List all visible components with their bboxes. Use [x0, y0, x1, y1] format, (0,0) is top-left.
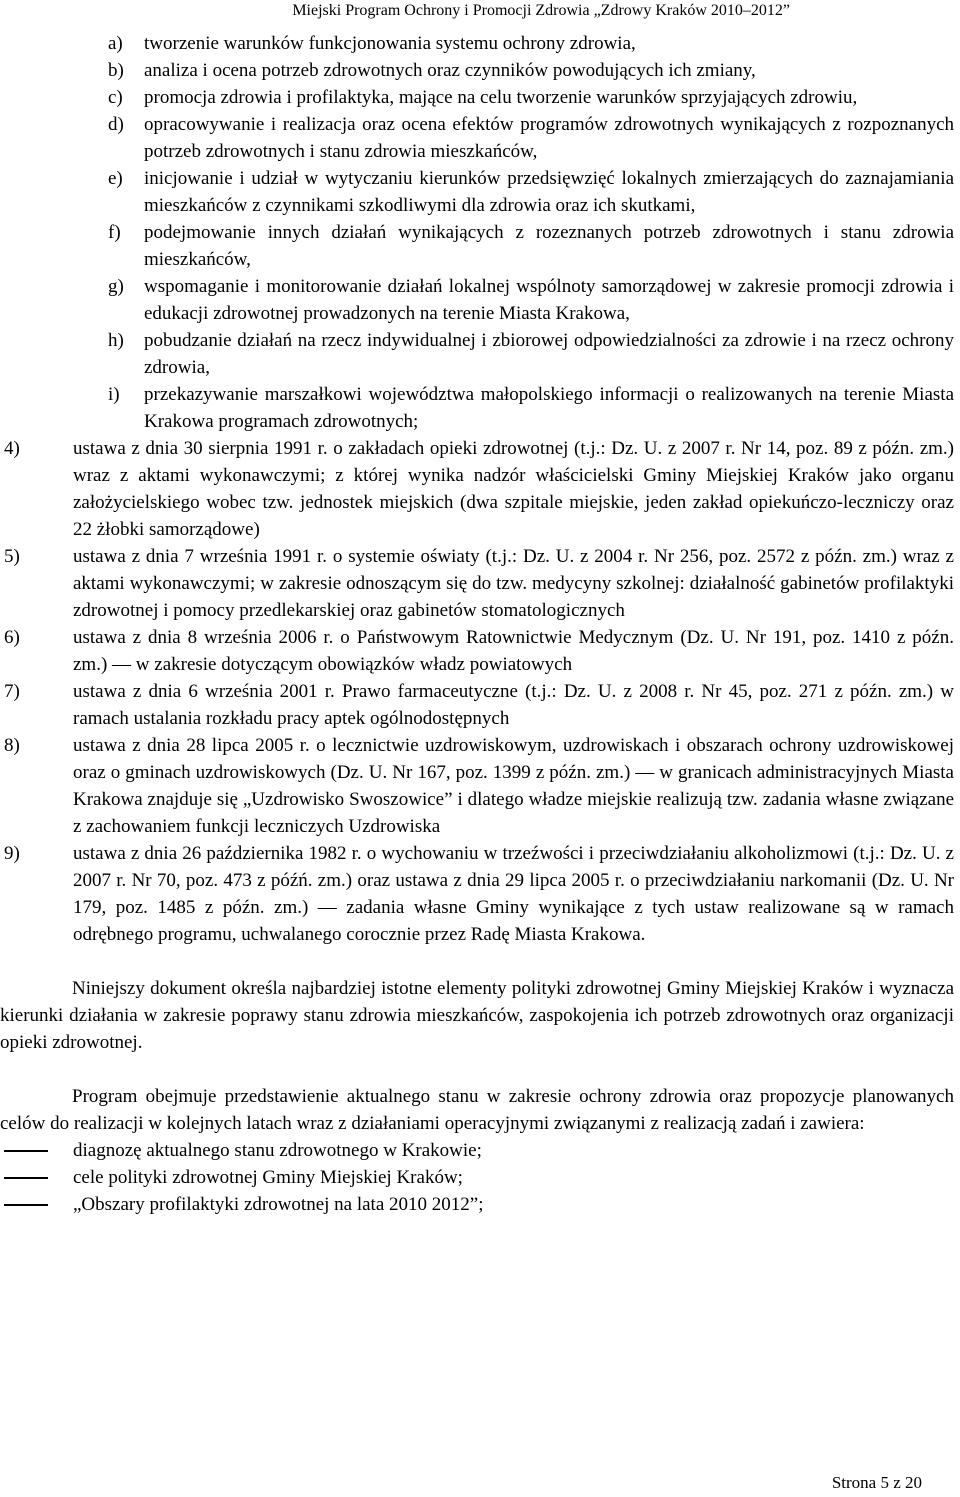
list-item	[0, 381, 960, 435]
document-body	[0, 30, 960, 1218]
list-item-text: przekazywanie marszałkowi województwa małopolskiego informacji o realizowanych na terenie Miasta Krakowa programach zdrowotnych;	[144, 384, 954, 432]
list-item-text: ustawa z dnia 26 października 1982 r. o wychowaniu w trzeźwości i przeciwdziałaniu alkoholizmowi (t.j.: Dz. U. z 2007 r. Nr 70, poz. 473 z późń. zm.) oraz ustawa z dnia 29 lipca 2005 r. o przeciwdziałaniu narkomanii (Dz. U. Nr 179, poz. 1485 z późn. zm.) — zadania własne Gminy wynikające z tych ustaw realizowane są w ramach odrębnego programu, uchwalanego corocznie przez Radę Miasta Krakowa.	[73, 843, 954, 945]
list-item-text: diagnozę aktualnego stanu zdrowotnego w Krakowie;	[73, 1140, 482, 1161]
list-item-text: pobudzanie działań na rzecz indywidualnej i zbiorowej odpowiedzialności za zdrowie i na rzecz ochrony zdrowia,	[144, 330, 954, 378]
list-marker: b)	[108, 60, 124, 81]
dash-icon	[4, 1150, 48, 1152]
list-item-text: cele polityki zdrowotnej Gminy Miejskiej Kraków;	[73, 1167, 463, 1188]
list-item-text: podejmowanie innych działań wynikających z rozeznanych potrzeb zdrowotnych i stanu zdrowia mieszkańców,	[144, 222, 954, 270]
bullet-item	[0, 1191, 960, 1218]
numbered-list	[0, 435, 960, 948]
list-marker: d)	[108, 114, 124, 135]
list-item-text: opracowywanie i realizacja oraz ocena efektów programów zdrowotnych wynikających z rozpoznanych potrzeb zdrowotnych i stanu zdrowia mieszkańców,	[144, 114, 954, 162]
subitem-list	[0, 30, 960, 435]
list-marker: 4)	[4, 438, 20, 459]
list-marker: 6)	[4, 627, 20, 648]
paragraph: Program obejmuje przedstawienie aktualnego stanu w zakresie ochrony zdrowia oraz propozycje planowanych celów do realizacji w kolejnych latach wraz z działaniami operacyjnymi związanymi z realizacją zadań i zawiera:	[0, 1086, 954, 1134]
list-marker: 5)	[4, 546, 20, 567]
list-item	[0, 327, 960, 381]
list-item-text: tworzenie warunków funkcjonowania systemu ochrony zdrowia,	[144, 33, 636, 54]
list-marker: i)	[108, 384, 120, 405]
list-marker: 7)	[4, 681, 20, 702]
list-marker: c)	[108, 87, 123, 108]
list-marker: e)	[108, 168, 123, 189]
list-item	[0, 840, 960, 948]
list-item	[0, 84, 960, 111]
list-item-text: wspomaganie i monitorowanie działań lokalnej wspólnoty samorządowej w zakresie promocji zdrowia i edukacji zdrowotnej prowadzonych na terenie Miasta Krakowa,	[144, 276, 954, 324]
bullet-item	[0, 1164, 960, 1191]
dash-icon	[4, 1204, 48, 1206]
list-marker: f)	[108, 222, 121, 243]
list-item	[0, 732, 960, 840]
list-item-text: ustawa z dnia 6 września 2001 r. Prawo farmaceutyczne (t.j.: Dz. U. z 2008 r. Nr 45, poz. 271 z późn. zm.) w ramach ustalania rozkładu pracy aptek ogólnodostępnych	[73, 681, 954, 729]
list-item	[0, 624, 960, 678]
list-item	[0, 273, 960, 327]
bullet-list	[0, 1137, 960, 1218]
page-number: Strona 5 z 20	[831, 1473, 922, 1492]
bullet-item	[0, 1137, 960, 1164]
dash-icon	[4, 1177, 48, 1179]
page-header: Miejski Program Ochrony i Promocji Zdrowia „Zdrowy Kraków 2010–2012”	[292, 2, 790, 19]
list-item-text: promocja zdrowia i profilaktyka, mające na celu tworzenie warunków sprzyjających zdrowiu,	[144, 87, 858, 108]
list-marker: 9)	[4, 843, 20, 864]
list-item-text: analiza i ocena potrzeb zdrowotnych oraz czynników powodujących ich zmiany,	[144, 60, 756, 81]
list-marker: a)	[108, 33, 123, 54]
list-item	[0, 111, 960, 165]
list-item	[0, 165, 960, 219]
list-item-text: inicjowanie i udział w wytyczaniu kierunków przedsięwzięć lokalnych zmierzających do zaznajamiania mieszkańców z czynnikami szkodliwymi dla zdrowia oraz ich skutkami,	[144, 168, 954, 216]
list-marker: g)	[108, 276, 124, 297]
list-item	[0, 57, 960, 84]
list-item-text: ustawa z dnia 7 września 1991 r. o systemie oświaty (t.j.: Dz. U. z 2004 r. Nr 256, poz. 2572 z późn. zm.) wraz z aktami wykonawczymi; w zakresie odnoszącym się do tzw. medycyny szkolnej: działalność gabinetów profilaktyki zdrowotnej i pomocy przedlekarskiej oraz gabinetów stomatologicznych	[73, 546, 954, 621]
list-item-text: „Obszary profilaktyki zdrowotnej na lata 2010 2012”;	[73, 1194, 484, 1215]
list-item	[0, 435, 960, 543]
paragraph: Niniejszy dokument określa najbardziej istotne elementy polityki zdrowotnej Gminy Miejskiej Kraków i wyznacza kierunki działania w zakresie poprawy stanu zdrowia mieszkańców, zaspokojenia ich potrzeb zdrowotnych oraz organizacji opieki zdrowotnej.	[0, 978, 954, 1053]
list-item	[0, 30, 960, 57]
list-item-text: ustawa z dnia 8 września 2006 r. o Państwowym Ratownictwie Medycznym (Dz. U. Nr 191, poz. 1410 z późn. zm.) — w zakresie dotyczącym obowiązków władz powiatowych	[73, 627, 954, 675]
list-marker: h)	[108, 330, 124, 351]
list-item	[0, 543, 960, 624]
list-marker: 8)	[4, 735, 20, 756]
list-item-text: ustawa z dnia 28 lipca 2005 r. o lecznictwie uzdrowiskowym, uzdrowiskach i obszarach ochrony uzdrowiskowej oraz o gminach uzdrowiskowych (Dz. U. Nr 167, poz. 1399 z późn. zm.) — w granicach administracyjnych Miasta Krakowa znajduje się „Uzdrowisko Swoszowice” i dlatego władze miejskie realizują tzw. zadania własne związane z zachowaniem funkcji leczniczych Uzdrowiska	[73, 735, 954, 837]
list-item	[0, 219, 960, 273]
list-item-text: ustawa z dnia 30 sierpnia 1991 r. o zakładach opieki zdrowotnej (t.j.: Dz. U. z 2007 r. Nr 14, poz. 89 z późn. zm.) wraz z aktami wykonawczymi; z której wynika nadzór właścicielski Gminy Miejskiej Kraków jako organu założycielskiego wobec tzw. jednostek miejskich (dwa szpitale miejskie, jeden zakład opiekuńczo-leczniczy oraz 22 żłobki samorządowe)	[73, 438, 954, 540]
list-item	[0, 678, 960, 732]
